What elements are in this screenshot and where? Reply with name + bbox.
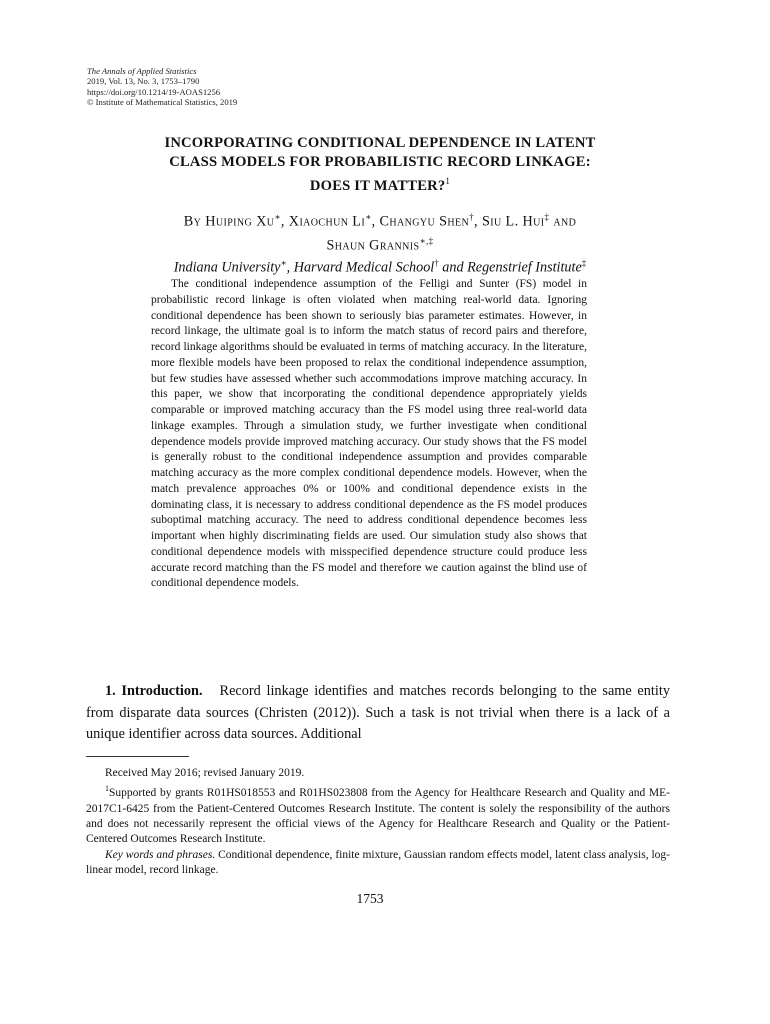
author-2-mark: ∗ xyxy=(365,212,372,222)
author-1: Huiping Xu xyxy=(205,213,275,230)
title-line-1: INCORPORATING CONDITIONAL DEPENDENCE IN LATENT xyxy=(164,135,596,151)
affiliation-1: Indiana University xyxy=(173,259,281,276)
author-5-mark: ∗,‡ xyxy=(419,235,434,246)
support-footnote-mark: 1 xyxy=(105,784,109,794)
section-heading-introduction: 1. Introduction. xyxy=(105,683,203,699)
paper-title xyxy=(90,134,670,196)
affiliation-sep: , xyxy=(286,259,294,276)
support-footnote: Supported by grants R01HS018553 and R01HS023808 from the Agency for Healthcare Research and Quality and ME-2017C1-6425 from the Patient-Centered Outcomes Research Institute. The content is solely the responsibility of the authors and does not necessarily represent the official views of the Agency for Healthcare Research and Quality or the Patient-Centered Outcomes Research Institute. xyxy=(86,787,670,846)
journal-header xyxy=(87,66,237,108)
introduction-text: Record linkage identifies and matches records belonging to the same entity from disparate data sources (Christen (2012)). Such a task is not trivial when there is a lack of a unique identifier across data sources. Additional xyxy=(86,683,670,742)
author-sep: , xyxy=(371,213,380,230)
title-footnote-mark[interactable]: 1 xyxy=(445,176,451,186)
abstract xyxy=(151,277,587,592)
affiliation-2: Harvard Medical School xyxy=(293,259,435,276)
author-3: Changyu Shen xyxy=(379,213,470,230)
author-sep: , xyxy=(280,213,289,230)
author-2: Xiaochun Li xyxy=(288,213,366,230)
author-4-mark: ‡ xyxy=(544,212,550,222)
title-line-2: CLASS MODELS FOR PROBABILISTIC RECORD LINKAGE: xyxy=(169,154,591,170)
journal-volume: 2019, Vol. 13, No. 3, 1753–1790 xyxy=(87,76,200,87)
footnote-rule xyxy=(86,756,189,757)
journal-doi[interactable]: https://doi.org/10.1214/19-AOAS1256 xyxy=(87,86,221,97)
abstract-text: The conditional independence assumption of the Felligi and Sunter (FS) model in probabilistic record linkage is often violated when matching real-world data. Ignoring conditional dependence has been shown to seriously bias parameter estimates. However, in record linkage, the ultimate goal is to inform the match status of record pairs and therefore, record linkage algorithms should be evaluated in terms of matching accuracy. In the literature, more flexible models have been proposed to relax the conditional independence assumption, but few studies have assessed whether such accommodations improve matching accuracy. In this paper, we show that incorporating the conditional dependence appropriately yields comparable or improved matching accuracy than the FS model using three real-world data linkage examples. Through a simulation study, we further investigate when conditional dependence models provide improved matching accuracy. Our study shows that the FS model is generally robust to the conditional independence assumption and provides comparable matching accuracy as the more complex conditional dependence models. However, when the match prevalence approaches 0% or 100% and conditional dependence exists in the dominating class, it is necessary to address conditional dependence as the FS model produces suboptimal matching accuracy. The need to address conditional dependence becomes less important when highly discriminating fields are used. Our simulation study also shows that conditional dependence models with misspecified dependence structure could produce less accurate record matching than the FS model and therefore we caution against the blind use of conditional dependence models. xyxy=(151,278,587,590)
introduction-section xyxy=(86,681,670,746)
author-1-mark: ∗ xyxy=(274,212,281,222)
keywords-label: Key words and phrases. xyxy=(105,848,216,861)
journal-name: The Annals of Applied Statistics xyxy=(87,66,197,76)
author-3-mark: † xyxy=(469,212,475,222)
author-list xyxy=(90,208,670,255)
title-line-3: DOES IT MATTER? xyxy=(309,177,446,194)
affiliation-1-mark: ∗ xyxy=(280,258,287,268)
affiliation-3-mark: ‡ xyxy=(581,258,587,268)
author-and: and xyxy=(549,213,577,230)
author-by: By xyxy=(183,213,206,230)
affiliation-2-mark: † xyxy=(434,258,439,268)
affiliation-joiner: and xyxy=(438,259,468,276)
keywords: Conditional dependence, finite mixture, Gaussian random effects model, latent class analysis, log-linear model, record linkage. xyxy=(86,848,670,877)
author-5: Shaun Grannis xyxy=(326,237,420,254)
page-number: 1753 xyxy=(356,891,384,906)
journal-copyright: © Institute of Mathematical Statistics, 2019 xyxy=(87,97,238,108)
received-dates: Received May 2016; revised January 2019. xyxy=(105,767,305,779)
author-sep: , xyxy=(474,213,482,230)
affiliations xyxy=(90,254,670,278)
author-4: Siu L. Hui xyxy=(481,213,545,230)
affiliation-3: Regenstrief Institute xyxy=(467,259,582,276)
footnotes xyxy=(86,766,670,879)
